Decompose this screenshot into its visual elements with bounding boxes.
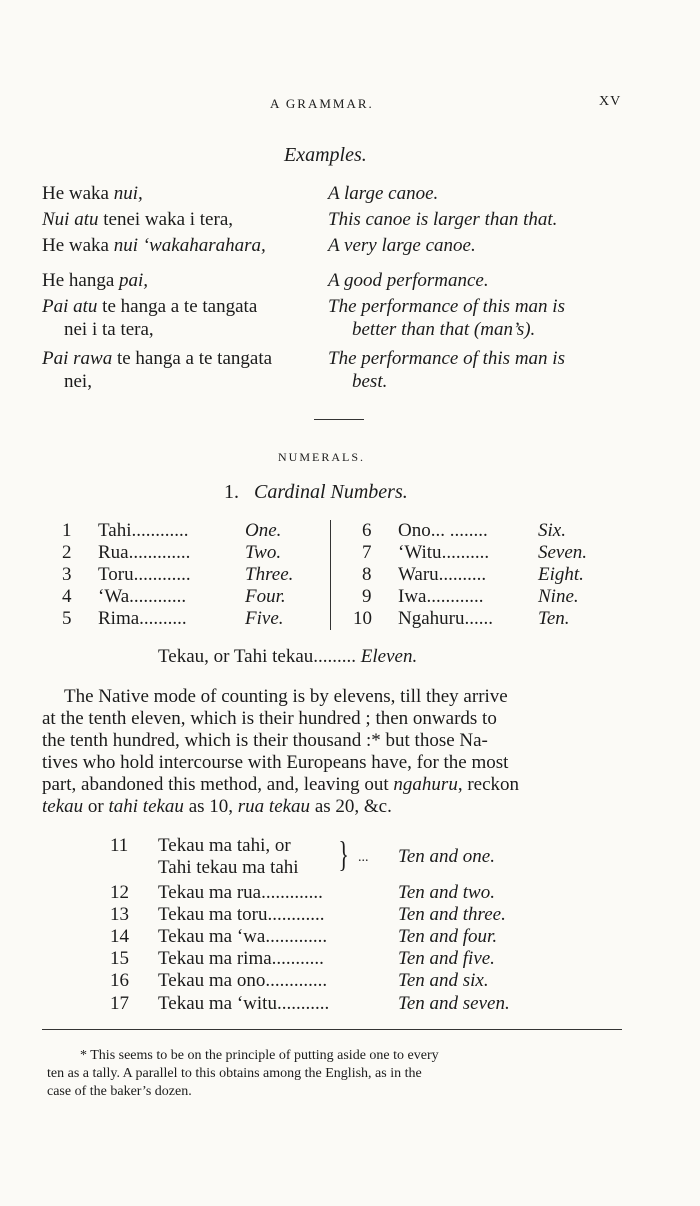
example-right: This canoe is larger than that.	[328, 209, 558, 230]
footnote-line: * This seems to be on the principle of putting aside one to every	[80, 1048, 439, 1063]
paragraph-line: at the tenth eleven, which is their hundred ; then onwards to	[42, 708, 497, 729]
numeral-digit: 8	[362, 564, 372, 585]
example-left: He hanga pai,	[42, 270, 149, 291]
teen-word: Tekau ma tahi, or	[158, 835, 291, 856]
numeral-word: Iwa............	[398, 586, 484, 607]
teen-english: Ten and four.	[398, 926, 498, 947]
footnote-divider	[42, 1029, 622, 1030]
teen-digit: 13	[110, 904, 129, 925]
teen-word: Tekau ma rua.............	[158, 882, 323, 903]
teen-english: Ten and five.	[398, 948, 495, 969]
teen-digit: 14	[110, 926, 129, 947]
teen-word: Tahi tekau ma tahi	[158, 857, 299, 878]
numeral-digit: 6	[362, 520, 372, 541]
numeral-english: Eight.	[538, 564, 584, 585]
example-right: A large canoe.	[328, 183, 439, 204]
teen-word: Tekau ma toru............	[158, 904, 325, 925]
column-divider	[330, 520, 331, 630]
example-left-cont: nei i ta tera,	[64, 319, 154, 340]
example-left: He waka nui ‘wakaharahara,	[42, 235, 266, 256]
numeral-english: Five.	[245, 608, 284, 629]
numerals-heading: NUMERALS.	[278, 450, 366, 464]
numeral-english: Four.	[245, 586, 286, 607]
example-right: A good performance.	[328, 270, 489, 291]
example-left: Pai atu te hanga a te tangata	[42, 296, 258, 317]
paragraph-line: part, abandoned this method, and, leaving out ngahuru, reckon	[42, 774, 520, 795]
examples-heading: Examples.	[284, 144, 367, 166]
numeral-digit: 10	[353, 608, 372, 629]
example-right-cont: best.	[352, 371, 388, 392]
eleven-line: Tekau, or Tahi tekau......... Eleven.	[158, 646, 418, 667]
paragraph-line: the tenth hundred, which is their thousand :* but those Na-	[42, 730, 488, 751]
teen-english: Ten and seven.	[398, 993, 510, 1014]
numeral-word: ‘Wa............	[98, 586, 187, 607]
example-left-cont: nei,	[64, 371, 92, 392]
numeral-digit: 5	[62, 608, 72, 629]
numeral-english: One.	[245, 520, 282, 541]
teen-digit: 12	[110, 882, 129, 903]
numeral-english: Seven.	[538, 542, 588, 563]
teen-english: Ten and one.	[398, 846, 495, 867]
paragraph-line: tives who hold intercourse with Europeans have, for the most	[42, 752, 509, 773]
numeral-digit: 2	[62, 542, 72, 563]
leader-dots: ...	[358, 850, 369, 865]
teen-digit: 17	[110, 993, 129, 1014]
numeral-digit: 1	[62, 520, 72, 541]
numeral-english: Two.	[245, 542, 282, 563]
teen-digit: 11	[110, 835, 129, 856]
example-left: Nui atu tenei waka i tera,	[42, 209, 233, 230]
numeral-word: Tahi............	[98, 520, 189, 541]
numeral-english: Nine.	[538, 586, 579, 607]
numeral-digit: 9	[362, 586, 372, 607]
brace-icon: }	[338, 834, 349, 874]
numeral-english: Ten.	[538, 608, 570, 629]
numeral-digit: 4	[62, 586, 72, 607]
teen-word: Tekau ma ‘witu...........	[158, 993, 330, 1014]
teen-digit: 16	[110, 970, 129, 991]
example-right: The performance of this man is	[328, 348, 565, 369]
example-right: A very large canoe.	[328, 235, 476, 256]
numeral-word: Ono... ........	[398, 520, 488, 541]
teen-english: Ten and two.	[398, 882, 495, 903]
footnote-line: case of the baker’s dozen.	[47, 1084, 192, 1099]
teen-word: Tekau ma ‘wa.............	[158, 926, 328, 947]
teen-english: Ten and three.	[398, 904, 506, 925]
numeral-word: Toru............	[98, 564, 191, 585]
example-right: The performance of this man is	[328, 296, 565, 317]
numeral-digit: 3	[62, 564, 72, 585]
example-right-cont: better than that (man’s).	[352, 319, 536, 340]
example-left: He waka nui,	[42, 183, 143, 204]
example-left: Pai rawa te hanga a te tangata	[42, 348, 273, 369]
numeral-word: Rua.............	[98, 542, 191, 563]
running-title: A GRAMMAR.	[270, 96, 374, 111]
page-number: XV	[599, 94, 622, 109]
numeral-english: Six.	[538, 520, 566, 541]
numeral-english: Three.	[245, 564, 294, 585]
cardinal-heading: 1. Cardinal Numbers.	[224, 481, 408, 503]
teen-english: Ten and six.	[398, 970, 489, 991]
paragraph-line: The Native mode of counting is by elevens, till they arrive	[64, 686, 508, 707]
paragraph-line: tekau or tahi tekau as 10, rua tekau as 20, &c.	[42, 796, 392, 817]
numeral-word: Waru..........	[398, 564, 487, 585]
footnote-line: ten as a tally. A parallel to this obtains among the English, as in the	[47, 1066, 422, 1081]
numeral-digit: 7	[362, 542, 372, 563]
numeral-word: Ngahuru......	[398, 608, 493, 629]
numeral-word: Rima..........	[98, 608, 187, 629]
section-divider	[314, 419, 364, 420]
numeral-word: ‘Witu..........	[398, 542, 490, 563]
teen-word: Tekau ma ono.............	[158, 970, 328, 991]
teen-word: Tekau ma rima...........	[158, 948, 324, 969]
teen-digit: 15	[110, 948, 129, 969]
